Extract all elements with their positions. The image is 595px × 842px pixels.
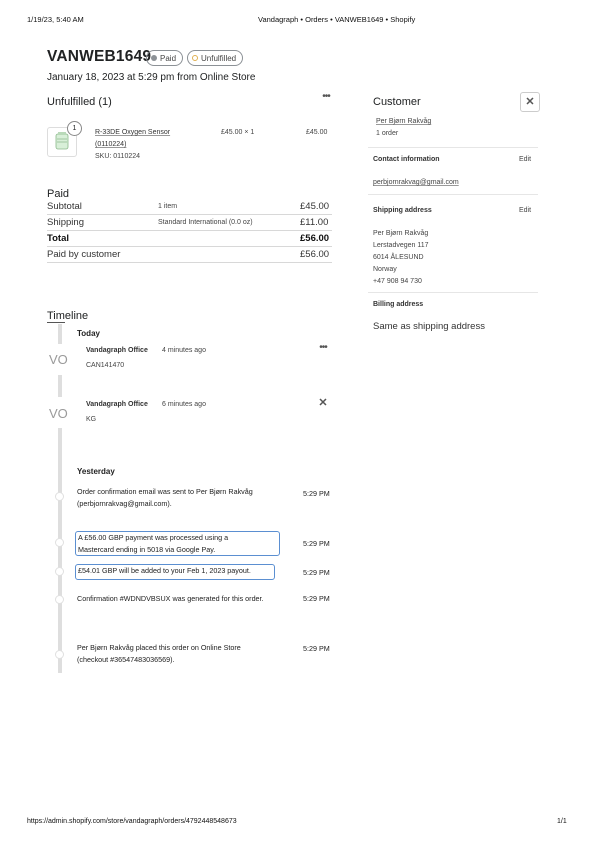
event-text: Mastercard ending in 5018 via Google Pay. — [78, 545, 216, 554]
quantity-badge: 1 — [67, 121, 82, 136]
event-text: Order confirmation email was sent to Per Bjørn Rakvåg — [77, 487, 253, 496]
timeline-event[interactable] — [77, 486, 253, 510]
comment-text: KG — [86, 416, 97, 423]
billing-address-text: Same as shipping address — [373, 321, 485, 332]
customer-order-count: 1 order — [376, 130, 399, 137]
comment-author: Vandagraph Office — [86, 401, 148, 408]
paid-badge — [146, 50, 183, 66]
avatar: VO — [49, 352, 68, 367]
divider — [47, 262, 332, 263]
today-label: Today — [77, 329, 100, 338]
comment-author: Vandagraph Office — [86, 347, 148, 354]
paid-dot-icon — [151, 55, 157, 61]
event-text: A £56.00 GBP payment was processed using a — [78, 533, 229, 542]
address-line: +47 908 94 730 — [373, 278, 422, 285]
print-url: https://admin.shopify.com/store/vandagraph/orders/4792448548673 — [27, 818, 237, 825]
paid-by-customer-label: Paid by customer — [47, 249, 121, 260]
address-line: Norway — [373, 266, 397, 273]
avatar: VO — [49, 406, 68, 421]
divider — [47, 214, 332, 215]
shipping-label: Shipping — [47, 217, 84, 228]
divider — [368, 194, 538, 195]
divider — [368, 292, 538, 293]
paid-badge-label: Paid — [160, 53, 177, 63]
shipping-address — [373, 228, 429, 288]
event-dot-icon — [55, 492, 64, 501]
comment-time: 4 minutes ago — [162, 347, 206, 354]
unfulfilled-heading: Unfulfilled (1) — [47, 96, 112, 108]
product-price: £45.00 × 1 — [221, 129, 255, 136]
customer-heading: Customer — [373, 96, 421, 108]
customer-name-link[interactable]: Per Bjørn Rakvåg — [376, 118, 432, 125]
shipping-edit-link[interactable]: Edit — [519, 207, 532, 214]
event-text: £54.01 GBP will be added to your Feb 1, 2023 payout. — [78, 566, 251, 575]
comment-menu-icon[interactable]: ••• — [319, 342, 327, 353]
subtotal-detail: 1 item — [158, 203, 178, 210]
close-icon[interactable]: ✕ — [520, 92, 540, 112]
subtotal-amount: £45.00 — [300, 201, 330, 212]
timeline-line — [58, 324, 62, 344]
event-time: 5:29 PM — [303, 644, 330, 653]
total-label: Total — [47, 233, 69, 244]
event-dot-icon — [55, 650, 64, 659]
unfulfilled-dot-icon — [192, 55, 198, 61]
timeline-event-expandable[interactable] — [75, 564, 275, 580]
shipping-address-heading: Shipping address — [373, 207, 432, 214]
order-subtitle: January 18, 2023 at 5:29 pm from Online Store — [47, 72, 256, 83]
product-total: £45.00 — [306, 129, 328, 136]
event-time: 5:29 PM — [303, 568, 330, 577]
divider — [47, 322, 65, 323]
print-page-number: 1/1 — [557, 818, 567, 825]
payment-heading: Paid — [47, 188, 70, 200]
print-page-title: Vandagraph • Orders • VANWEB1649 • Shopify — [258, 15, 416, 24]
unfulfilled-badge — [187, 50, 243, 66]
address-line: 6014 ÅLESUND — [373, 254, 424, 261]
contact-edit-link[interactable]: Edit — [519, 156, 532, 163]
paid-by-customer-amount: £56.00 — [300, 249, 330, 260]
event-time: 5:29 PM — [303, 539, 330, 548]
product-sku: SKU: 0110224 — [95, 153, 141, 160]
unfulfilled-menu-icon[interactable]: ••• — [322, 91, 330, 102]
product-code-link[interactable]: (0110224) — [95, 141, 127, 148]
comment-time: 6 minutes ago — [162, 401, 206, 408]
timeline-line — [58, 375, 62, 397]
event-text: Per Bjørn Rakvåg placed this order on Online Store — [77, 643, 241, 652]
divider — [47, 230, 332, 231]
event-dot-icon — [55, 538, 64, 547]
event-text: (checkout #36547483036569). — [77, 655, 175, 664]
billing-address-heading: Billing address — [373, 301, 424, 308]
unfulfilled-badge-label: Unfulfilled — [201, 53, 237, 63]
divider — [47, 246, 332, 247]
subtotal-label: Subtotal — [47, 201, 82, 212]
event-time: 5:29 PM — [303, 489, 330, 498]
timeline-event-expandable[interactable] — [75, 531, 280, 556]
event-time: 5:29 PM — [303, 594, 330, 603]
event-dot-icon — [55, 595, 64, 604]
timeline-line — [58, 428, 62, 673]
timeline-heading: Timeline — [47, 310, 89, 322]
product-name-link[interactable]: R-33DE Oxygen Sensor — [95, 129, 171, 136]
divider — [368, 147, 538, 148]
comment-text: CAN141470 — [86, 362, 125, 369]
customer-email-link[interactable]: perbjornrakvag@gmail.com — [373, 179, 459, 186]
total-amount: £56.00 — [300, 233, 330, 244]
yesterday-label: Yesterday — [77, 467, 115, 476]
address-line: Per Bjørn Rakvåg — [373, 230, 429, 237]
address-line: Lerstadvegen 117 — [373, 242, 429, 249]
contact-heading: Contact information — [373, 156, 440, 163]
timeline-event[interactable] — [77, 593, 264, 605]
shipping-amount: £11.00 — [300, 217, 329, 228]
print-datetime: 1/19/23, 5:40 AM — [27, 15, 84, 24]
page-title: VANWEB1649 — [47, 48, 152, 65]
shipping-detail: Standard International (0.0 oz) — [158, 219, 253, 226]
event-dot-icon — [55, 567, 64, 576]
event-text: Confirmation #WDNDVBSUX was generated for this order. — [77, 594, 264, 603]
close-comment-icon[interactable]: ✕ — [318, 397, 328, 409]
timeline-event[interactable] — [77, 642, 241, 666]
event-text: (perbjornrakvag@gmail.com). — [77, 499, 172, 508]
